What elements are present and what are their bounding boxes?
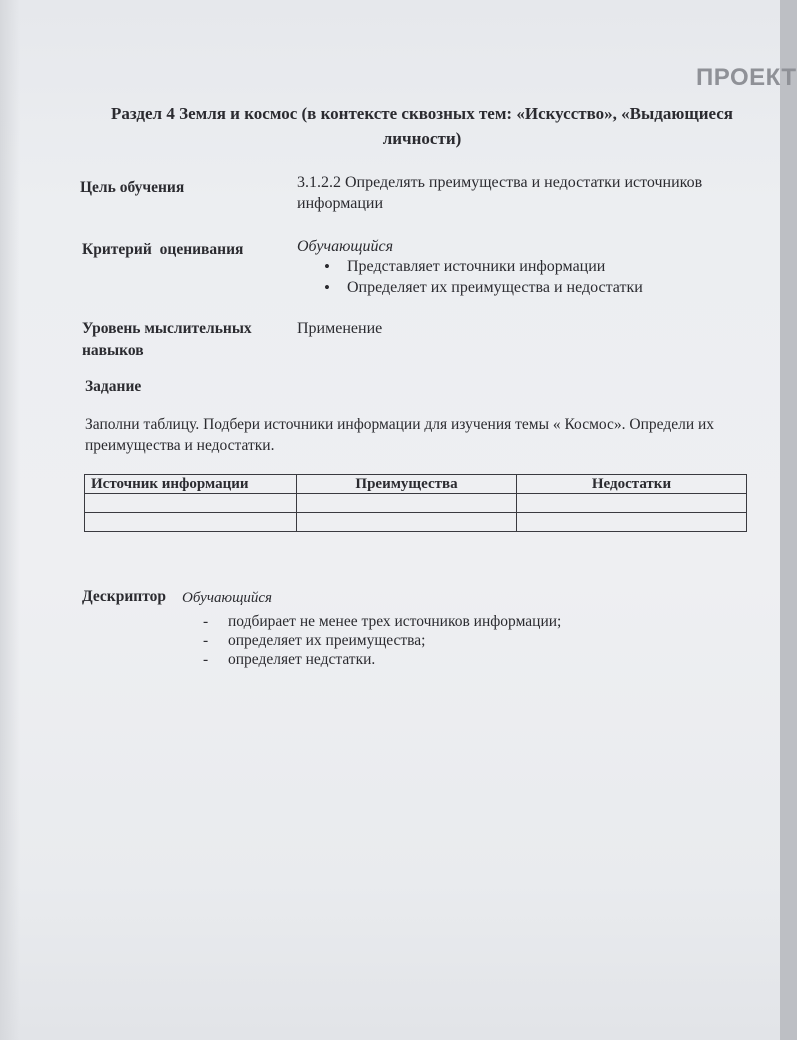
criterion-item: • Определяет их преимущества и недостатки	[324, 277, 643, 298]
task-text: Заполни таблицу. Подбери источники информации для изучения темы « Космос». Определи их преимущества и недостатки.	[85, 416, 715, 454]
table-header-advantages: Преимущества	[297, 475, 517, 494]
descriptor-subject: Обучающийся	[182, 590, 273, 606]
criterion-item: • Представляет источники информации	[324, 256, 643, 277]
criterion-list	[324, 256, 643, 298]
descriptor-label: Дескриптор	[82, 588, 166, 605]
draft-watermark: ПРОЕКТ	[696, 64, 797, 91]
section-heading: Раздел 4 Земля и космос (в контексте сквозных тем: «Искусство», «Выдающиеся личности)	[111, 104, 733, 148]
table-cell[interactable]	[517, 513, 747, 532]
descriptor-item: - определяет их преимущества;	[203, 631, 561, 650]
skill-level-value: Применение	[297, 320, 383, 337]
table-row	[85, 494, 747, 513]
objective-value: 3.1.2.2 Определять преимущества и недостатки источников информации	[297, 174, 703, 212]
descriptor-item: - подбирает не менее трех источников информации;	[203, 612, 561, 631]
sources-table	[84, 474, 747, 532]
table-header-disadvantages: Недостатки	[517, 475, 747, 494]
objective-label: Цель обучения	[80, 179, 185, 196]
criterion-subject: Обучающийся	[297, 238, 394, 255]
table-cell[interactable]	[297, 513, 517, 532]
table-header-source: Источник информации	[85, 475, 297, 494]
table-cell[interactable]	[517, 494, 747, 513]
table-cell[interactable]	[85, 513, 297, 532]
table-row	[85, 513, 747, 532]
page-edge-shadow	[0, 0, 20, 1040]
criterion-label: Критерий оценивания	[82, 241, 244, 258]
table-cell[interactable]	[297, 494, 517, 513]
skill-level-label: Уровень мыслительных навыков	[82, 320, 252, 359]
table-cell[interactable]	[85, 494, 297, 513]
descriptor-list	[203, 612, 561, 669]
table-header-row	[85, 475, 747, 494]
descriptor-item: - определяет недстатки.	[203, 650, 561, 669]
task-label: Задание	[85, 378, 142, 395]
